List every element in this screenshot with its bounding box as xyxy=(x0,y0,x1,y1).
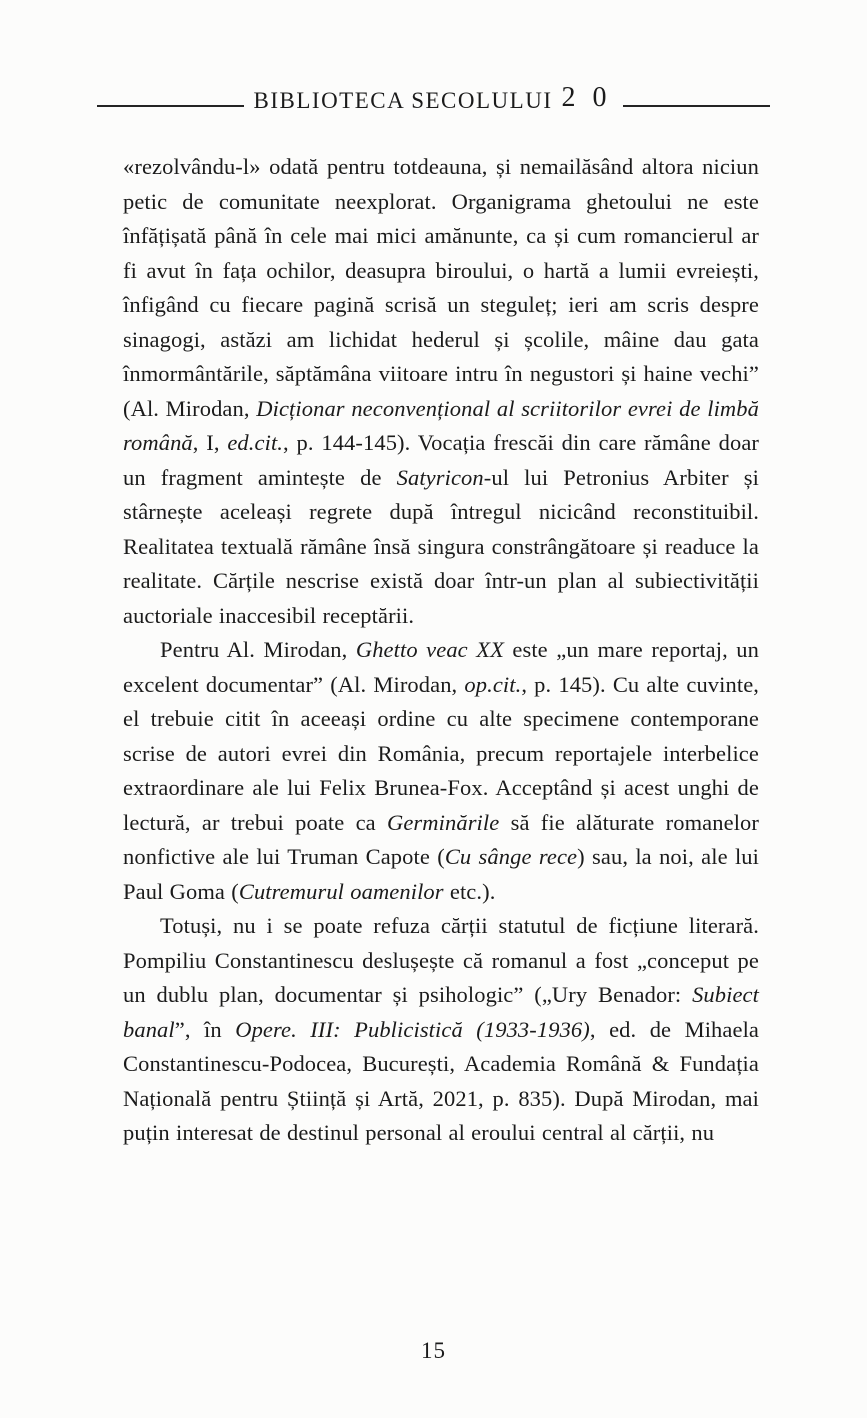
paragraph xyxy=(123,909,759,1151)
text-run: Totuși, nu i se poate refuza cărții statutul de ficțiune literară. Pompiliu Constantinescu deslușește că romanul a fost „conceput pe un dublu plan, documentar și psihologic” („Ury Benador: xyxy=(123,913,759,1007)
text-run: este „un mare reportaj, un excelent documentar” (Al. Mirodan, xyxy=(123,637,759,697)
text-run: , p. 145). Cu alte cuvinte, el trebuie citit în aceeași ordine cu alte specimene contemporane scrise de autori evrei din România, precum reportajele interbelice extraordinare ale lui Felix Brunea-Fox. Acceptând și acest unghi de lectură, ar trebui poate ca xyxy=(123,671,760,835)
text-run-italic: Germinările xyxy=(387,809,500,835)
text-run-italic: Cu sânge rece xyxy=(444,844,578,869)
text-run: ”, în xyxy=(174,1016,236,1042)
text-run: ) sau, la noi, ale lui Paul Goma ( xyxy=(123,844,759,904)
text-run-italic: ed.cit. xyxy=(227,430,284,455)
paragraph xyxy=(123,633,759,909)
text-run-italic: Subiect banal xyxy=(123,982,759,1042)
series-number: 2 0 xyxy=(561,82,612,113)
text-run-italic: Ghetto veac XX xyxy=(355,637,504,662)
text-run: , I, xyxy=(192,430,228,455)
text-run: să fie alăturate romanelor nonfictive ale lui Truman Capote ( xyxy=(123,809,759,869)
text-run-italic: Opere. III: Publicistică (1933-1936) xyxy=(235,1016,590,1042)
text-run: Pentru Al. Mirodan, xyxy=(160,637,356,662)
text-run: «rezolvându-l» odată pentru totdeauna, și nemailăsând altora niciun petic de comunitate neexplorat. Organigrama ghetoului ne este înfățișată până în cele mai mici amănunte, ca și cum romancierul ar fi avut în fața ochilor, deasupra biroului, o hartă a lumii evreiești, înfigând cu fiecare pagină scrisă un steguleț; ieri am scris despre sinagogi, astăzi am lichidat hederul și școlile, mâine dau gata înmormântările, săptămâna viitoare intru în negustori și haine vechi” (Al. Mirodan, xyxy=(123,154,759,421)
text-run: , p. 144-145). Vocația frescăi din care rămâne doar un fragment amintește de xyxy=(123,430,759,490)
text-run-italic: Dicționar neconvențional al scriitorilor evrei de limbă română xyxy=(123,395,759,455)
text-run: , ed. de Mihaela Constantinescu-Podocea, București, Academia Română & Fundația Națională pentru Știință și Artă, 2021, p. 835). După Mirodan, mai puțin interesat de destinul personal al eroului central al cărții, nu xyxy=(123,1016,760,1145)
text-run-italic: Cutremurul oamenilor xyxy=(238,878,444,904)
page-number: 15 xyxy=(421,1338,446,1363)
text-run-italic: Satyricon xyxy=(396,464,484,490)
page-text xyxy=(123,150,759,1151)
text-run: -ul lui Petronius Arbiter și stârnește aceleași regrete după întregul nicicând reconstituibil. Realitatea textuală rămâne însă singura constrângătoare și readuce la realitate. Cărțile nescrise există doar într-un plan al subiectivității auctoriale inaccesibil receptării. xyxy=(123,464,759,628)
text-run: etc.). xyxy=(443,878,496,904)
header-rule-left xyxy=(97,105,244,107)
running-header xyxy=(0,84,867,112)
series-title: BIBLIOTECA SECOLULUI xyxy=(253,88,553,113)
paragraph xyxy=(123,150,759,633)
header-rule-right xyxy=(623,105,770,107)
text-run-italic: op.cit. xyxy=(464,671,522,697)
